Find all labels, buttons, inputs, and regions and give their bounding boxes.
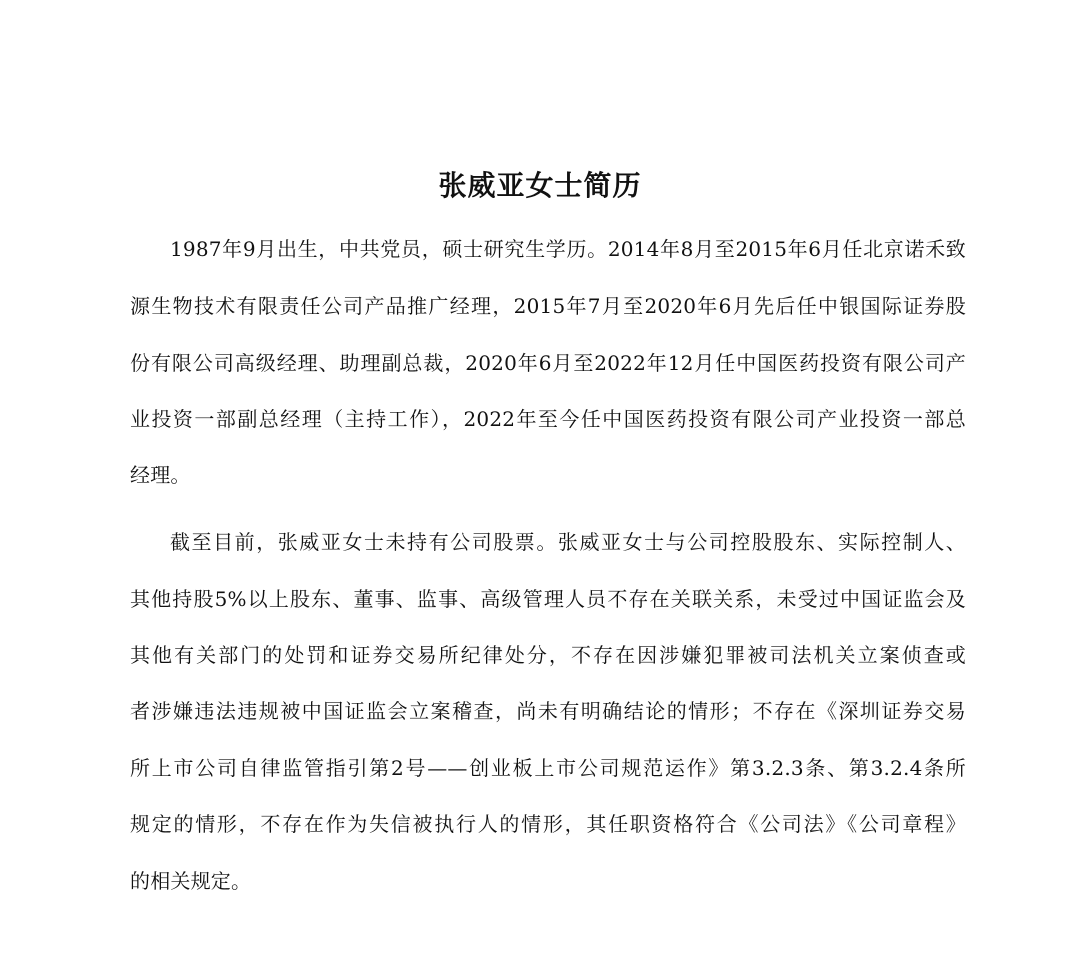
paragraph-1-line-2: 源生物技术有限责任公司产品推广经理，2015年7月至2020年6月先后任中银国际证券股: [130, 294, 966, 318]
paragraph-1-line-3: 份有限公司高级经理、助理副总裁，2020年6月至2022年12月任中国医药投资有限公司产: [130, 351, 966, 375]
paragraph-2-line-3: 其他有关部门的处罚和证券交易所纪律处分，不存在因涉嫌犯罪被司法机关立案侦查或: [130, 643, 966, 667]
paragraph-2-line-7: 的相关规定。: [130, 869, 252, 893]
paragraph-2-line-5: 所上市公司自律监管指引第2号——创业板上市公司规范运作》第3.2.3条、第3.2.4条所: [130, 756, 966, 780]
paragraph-1-line-1: 1987年9月出生，中共党员，硕士研究生学历。2014年8月至2015年6月任北京诺禾致: [170, 237, 966, 261]
paragraph-1-line-5: 经理。: [130, 463, 191, 487]
paragraph-2-line-6: 规定的情形，不存在作为失信被执行人的情形，其任职资格符合《公司法》《公司章程》: [130, 812, 966, 836]
document-title: 张威亚女士简历: [438, 169, 642, 202]
paragraph-2-line-1: 截至目前，张威亚女士未持有公司股票。张威亚女士与公司控股股东、实际控制人、: [170, 530, 966, 554]
paragraph-1-line-4: 业投资一部副总经理（主持工作），2022年至今任中国医药投资有限公司产业投资一部总: [130, 407, 966, 431]
paragraph-2-line-2: 其他持股5%以上股东、董事、监事、高级管理人员不存在关联关系，未受过中国证监会及: [130, 587, 966, 611]
paragraph-2-line-4: 者涉嫌违法违规被中国证监会立案稽查，尚未有明确结论的情形；不存在《深圳证券交易: [130, 699, 966, 723]
